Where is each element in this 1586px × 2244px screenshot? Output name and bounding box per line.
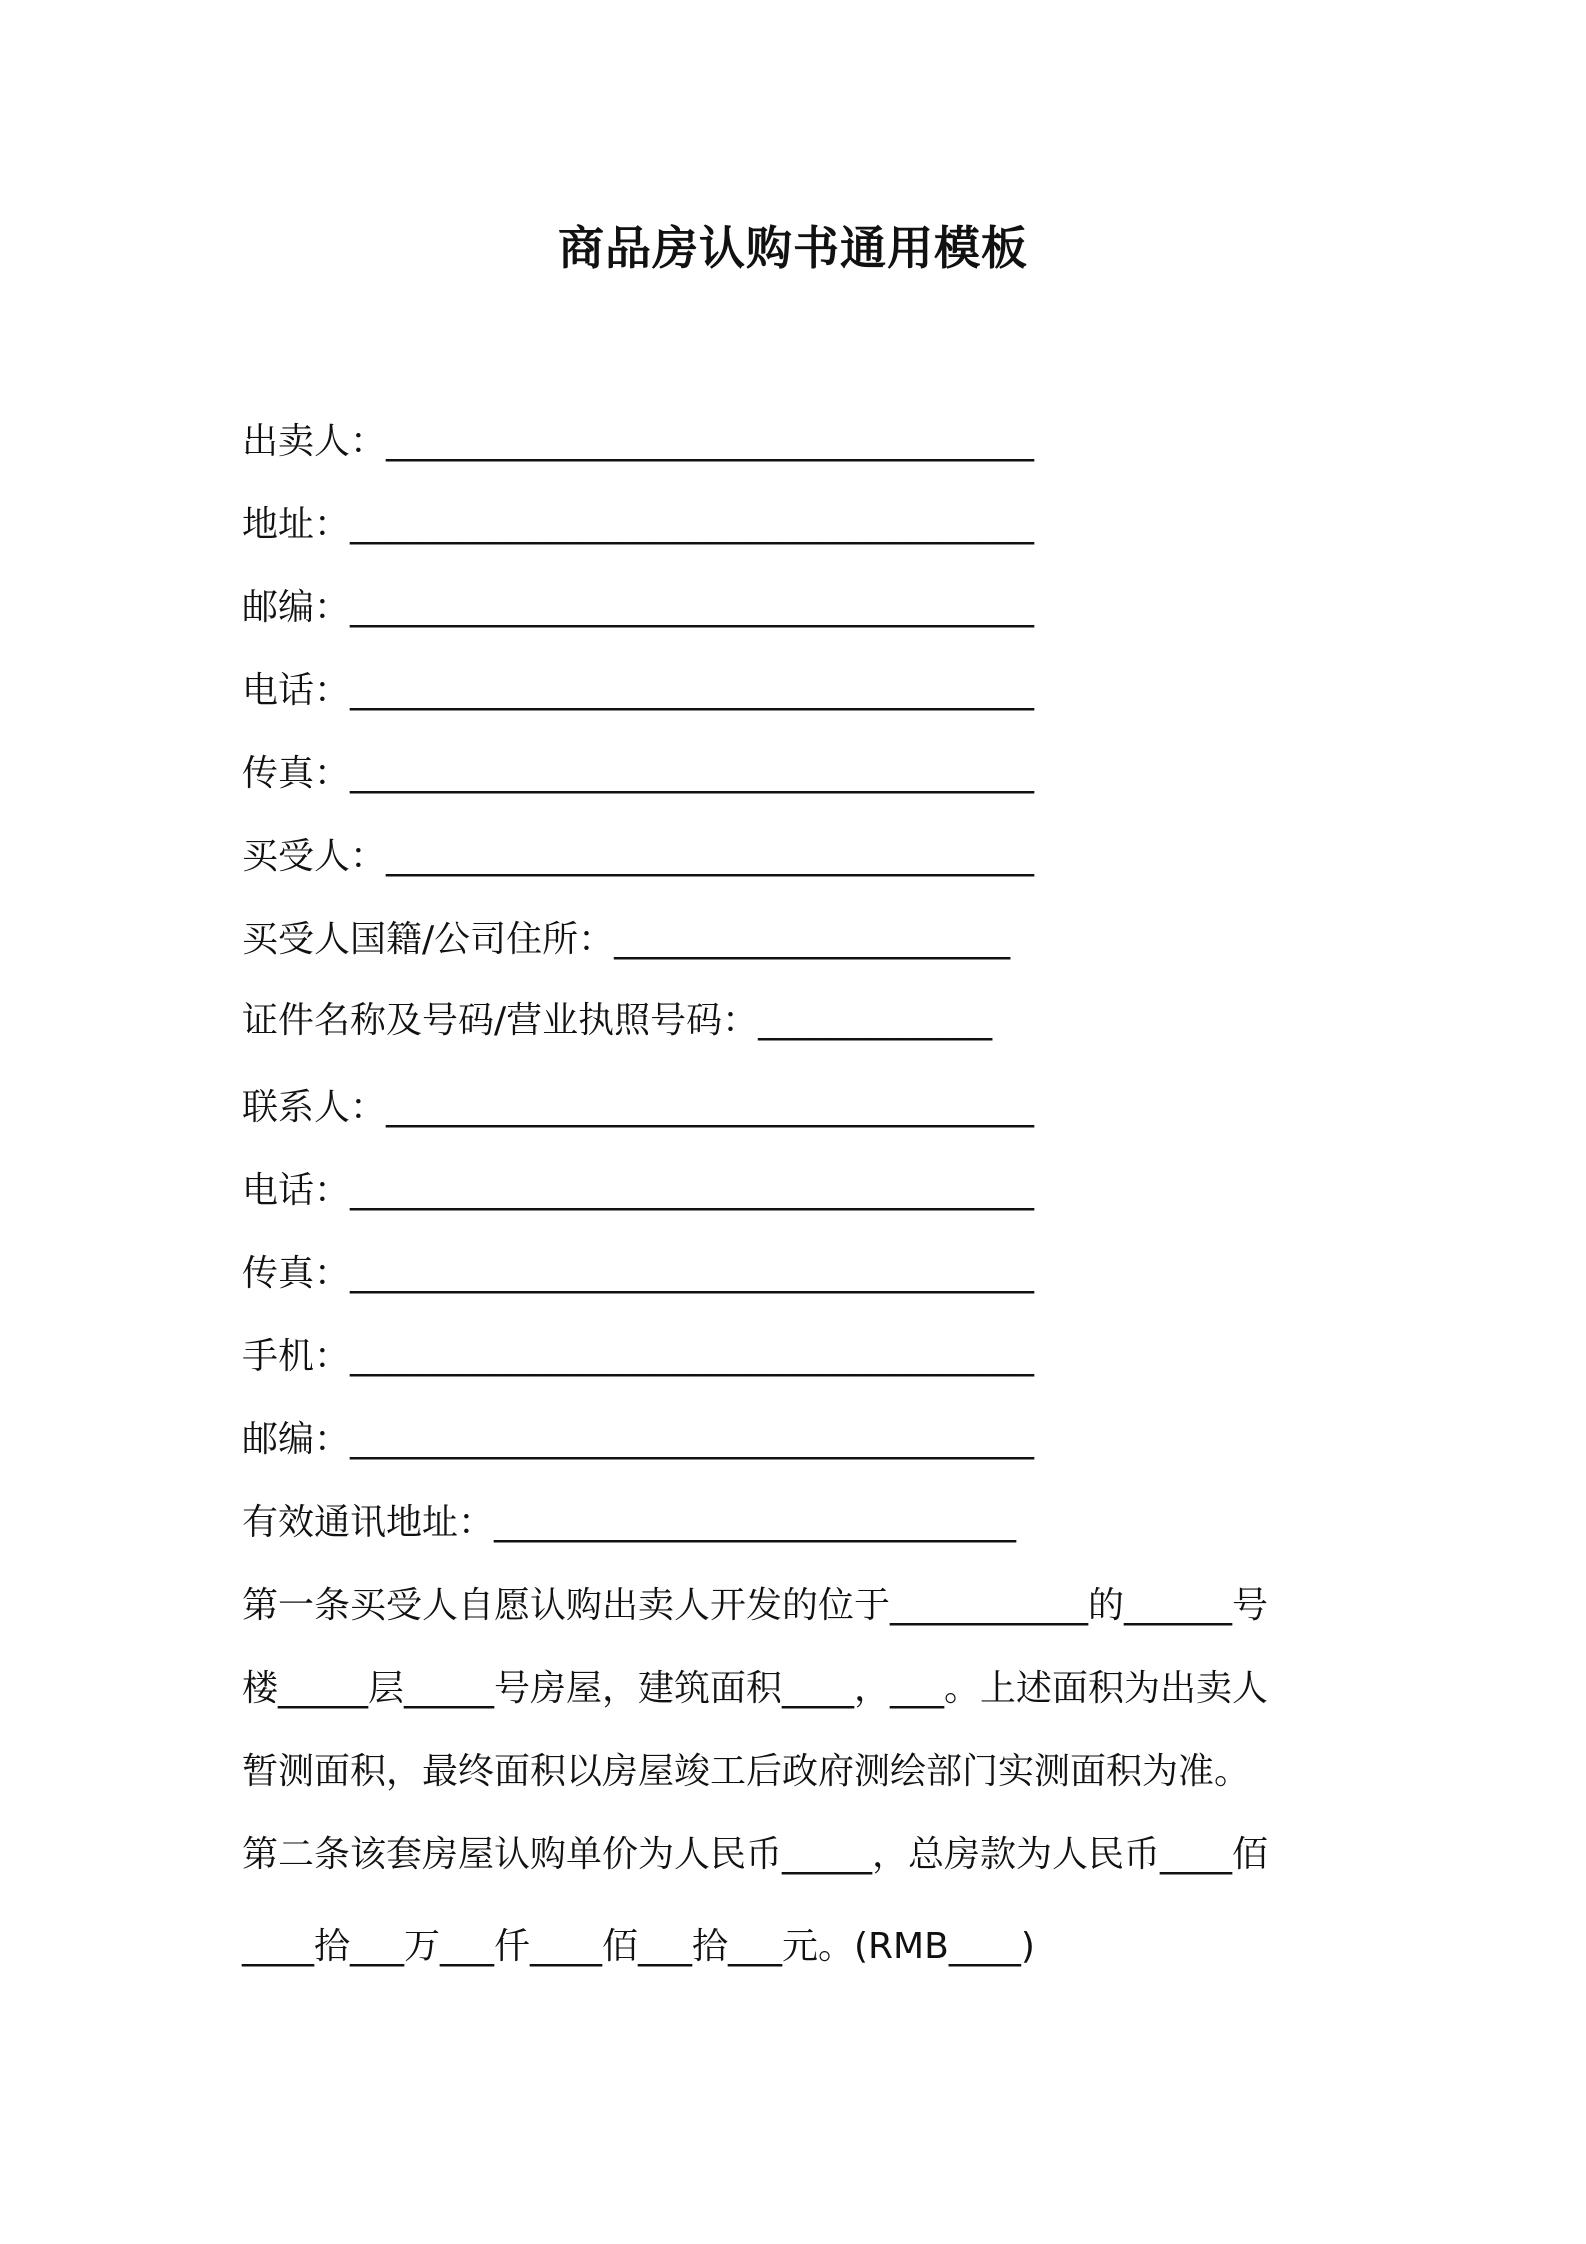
article-one-line-3: 暂测面积，最终面积以房屋竣工后政府测绘部门实测面积为准。 <box>242 1751 1251 1792</box>
seller-field: 出卖人：____________________________________ <box>242 421 1035 462</box>
buyer-residence-field: 买受人国籍/公司住所：______________________ <box>242 919 1011 960</box>
document-title: 商品房认购书通用模板 <box>558 221 1028 275</box>
buyer-phone-field: 电话：______________________________________ <box>242 1170 1035 1211</box>
article-one-line-2: 楼_____层_____号房屋，建筑面积____，___。上述面积为出卖人 <box>242 1668 1269 1709</box>
buyer-field: 买受人：____________________________________ <box>242 836 1035 877</box>
buyer-fax-field: 传真：______________________________________ <box>242 1253 1035 1294</box>
seller-postcode-field: 邮编：______________________________________ <box>242 587 1035 628</box>
article-two-line-2: ____拾___万___仟____佰___拾___元。(RMB____) <box>242 1926 1035 1967</box>
article-two-line-1: 第二条该套房屋认购单价为人民币_____，总房款为人民币____佰 <box>242 1834 1269 1875</box>
buyer-mobile-field: 手机：______________________________________ <box>242 1336 1035 1377</box>
seller-address-field: 地址：______________________________________ <box>242 504 1035 545</box>
buyer-postcode-field: 邮编：______________________________________ <box>242 1419 1035 1460</box>
contact-person-field: 联系人：____________________________________ <box>242 1087 1035 1128</box>
seller-fax-field: 传真：______________________________________ <box>242 753 1035 794</box>
article-one-line-1: 第一条买受人自愿认购出卖人开发的位于___________的______号 <box>242 1585 1269 1626</box>
seller-phone-field: 电话：______________________________________ <box>242 670 1035 711</box>
mailing-address-field: 有效通讯地址：_____________________________ <box>242 1502 1017 1543</box>
buyer-id-number-field: 证件名称及号码/营业执照号码：_____________ <box>242 1000 993 1041</box>
